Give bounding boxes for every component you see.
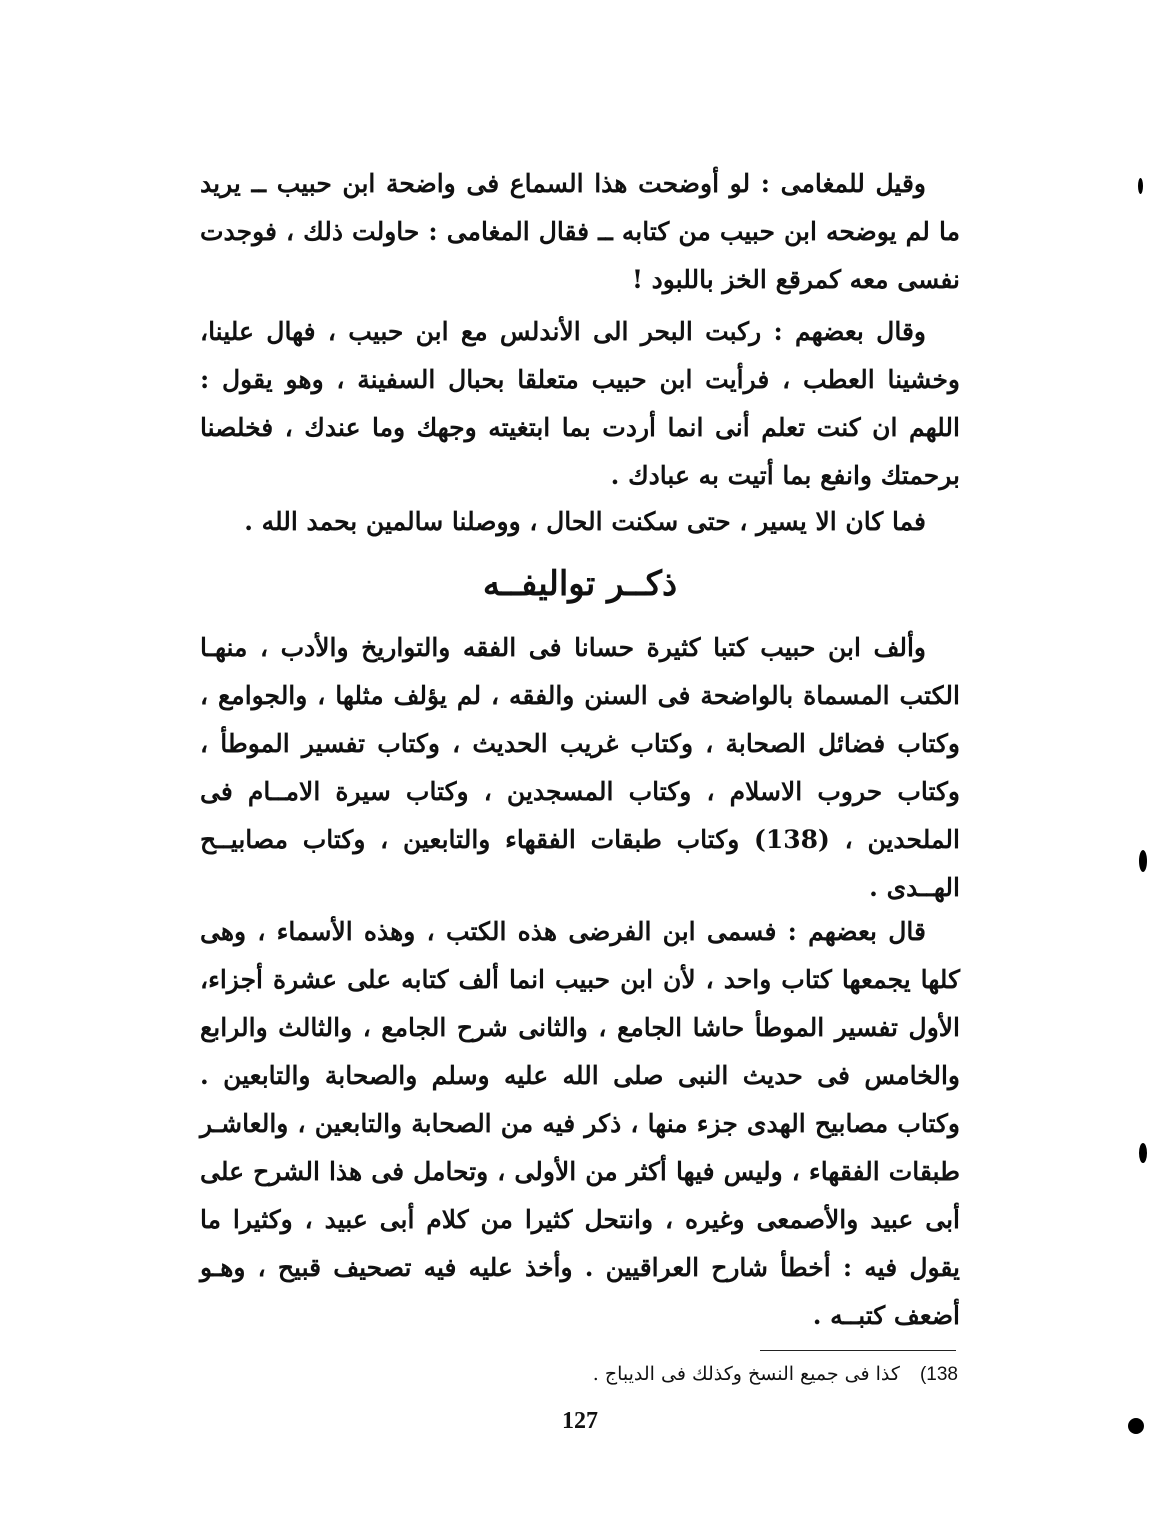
binding-hole-mark <box>1139 1143 1147 1163</box>
paragraph-4: وألف ابن حبيب كتبا كثيرة حسانا فى الفقه والتواريخ والأدب ، منهـا الكتب المسماة بالواضحة فى السنن والفقه ، لم يؤلف مثلها ، والجوامع ، وكتاب فضائل الصحابة ، وكتاب غريب الحديث ، وكتاب تفسير الموطأ ، وكتاب حروب الاسلام ، وكتاب المسجدين ، وكتاب سيرة الامــام فى الملحدين ، (138) وكتاب طبقات الفقهاء والتابعين ، وكتاب مصابيــح الهــدى . <box>200 633 960 902</box>
paragraph-5: قال بعضهم : فسمى ابن الفرضى هذه الكتب ، وهذه الأسماء ، وهى كلها يجمعها كتاب واحد ، لأن ابن حبيب انما ألف كتابه على عشرة أجزاء، الأول تفسير الموطأ حاشا الجامع ، والثانى شرح الجامع ، والثالث والرابع والخامس فى حديث النبى صلى الله عليه وسلم والصحابة والتابعين . وكتاب مصابيح الهدى جزء منها ، ذكر فيه من الصحابة والتابعين ، والعاشـر طبقات الفقهاء ، وليس فيها أكثر من الأولى ، وتحامل فى هذا الشرح على أبى عبيد والأصمعى وغيره ، وانتحل كثيرا من كلام أبى عبيد ، وكثيرا ما يقول فيه : أخطأ شارح العراقيين . وأخذ عليه فيه تصحيف قبيح ، وهـو أضعف كتبــه . <box>200 917 960 1330</box>
binding-hole-mark <box>1138 178 1143 194</box>
paragraph-2: وقال بعضهم : ركبت البحر الى الأندلس مع ابن حبيب ، فهال علينا، وخشينا العطب ، فرأيت ابن حبيب متعلقا بحبال السفينة ، وهو يقول : اللهم ان كنت تعلم أنى انما أردت بما ابتغيته وجهك وما عندك ، فخلصنا برحمتك وانفع بما أتيت به عبادك . <box>200 317 960 490</box>
paragraph-3: فما كان الا يسير ، حتى سكنت الحال ، ووصلنا سالمين بحمد الله . <box>244 507 926 536</box>
binding-hole-mark <box>1128 1418 1144 1434</box>
section-heading: ذكــر تواليفــه <box>482 564 678 604</box>
binding-hole-mark <box>1139 850 1147 872</box>
footnote-separator <box>760 1350 956 1351</box>
footnote-text: كذا فى جميع النسخ وكذلك فى الديباج . <box>592 1363 900 1385</box>
page-number: 127 <box>562 1408 598 1434</box>
paragraph-1: وقيل للمغامى : لو أوضحت هذا السماع فى واضحة ابن حبيب ــ يريد ما لم يوضحه ابن حبيب من كتابه ــ فقال المغامى : حاولت ذلك ، فوجدت نفسى معه كمرقع الخز باللبود ! <box>200 169 960 294</box>
footnote-number: 138) <box>919 1364 958 1385</box>
footnote <box>420 1358 958 1391</box>
